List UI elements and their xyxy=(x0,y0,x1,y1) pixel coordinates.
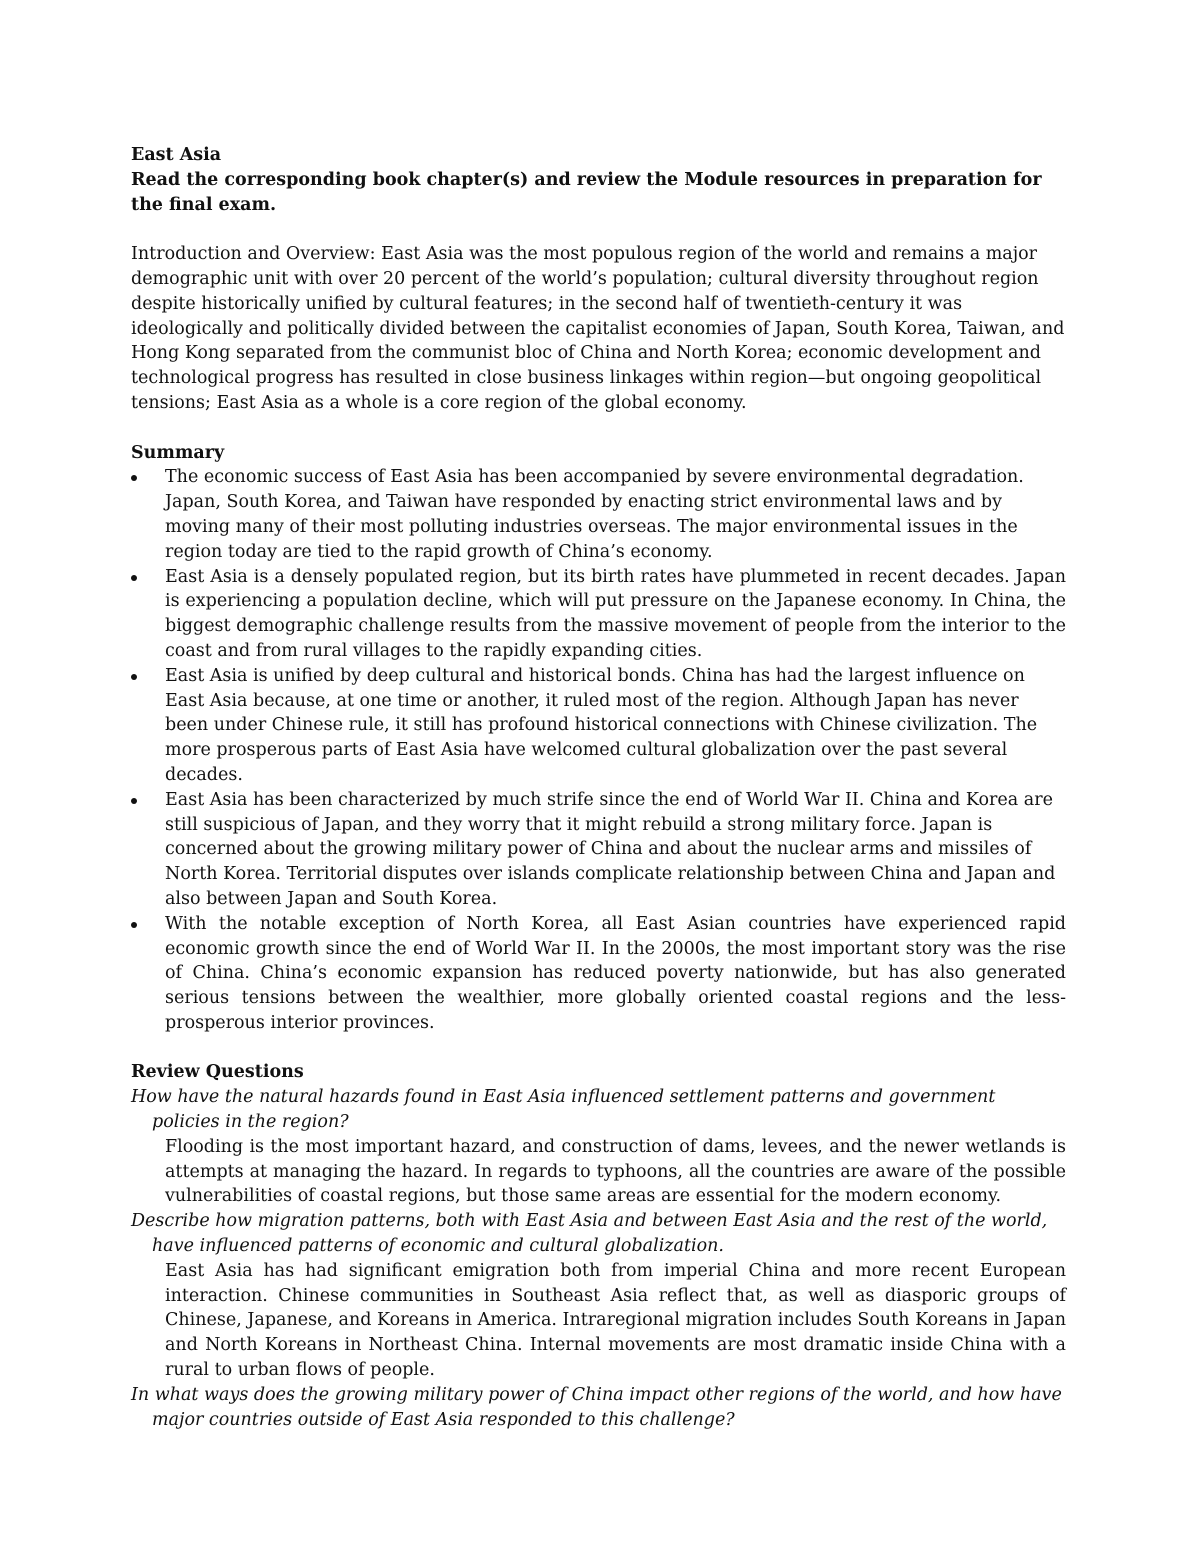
intro-paragraph: Introduction and Overview: East Asia was the most populous region of the world and remains a major demographic unit with over 20 percent of the world’s population; cultural diversity throughout region despite historically unified by cultural features; in the second half of twentieth-century it was ideologically and politically divided between the capitalist economies of Japan, South Korea, Taiwan, and Hong Kong separated from the communist bloc of China and North Korea; economic development and technological progress has resulted in close business linkages within region—but ongoing geopolitical tensions; East Asia as a whole is a core region of the global economy. xyxy=(131,244,1065,413)
review-question: In what ways does the growing military power of China impact other regions of the world, and how have major countries outside of East Asia responded to this challenge? xyxy=(131,1384,1062,1430)
review-question: How have the natural hazards found in East Asia influenced settlement patterns and government policies in the region? xyxy=(131,1087,996,1133)
summary-item-text: East Asia has been characterized by much strife since the end of World War II. China and Korea are still suspicious of Japan, and they worry that it might rebuild a strong military force. Japan is concerned about the growing military power of China and about the nuclear arms and missiles of North Korea. Territorial disputes over islands complicate relationship between China and Japan and also between Japan and South Korea. xyxy=(165,789,1056,909)
document-title: East Asia xyxy=(131,145,222,165)
summary-item xyxy=(131,788,1066,912)
bullet-icon xyxy=(131,922,137,928)
summary-item xyxy=(131,465,1066,564)
summary-item-text: With the notable exception of North Korea, all East Asian countries have experienced rapid economic growth since the end of World War II. In the 2000s, the most important story was the rise of China. China’s economic expansion has reduced poverty nationwide, but has also generated serious tensions between the wealthier, more globally oriented coastal regions and the less-prosperous interior provinces. xyxy=(165,913,1066,1033)
bullet-icon xyxy=(131,798,137,804)
document-page xyxy=(131,143,1066,1432)
summary-item-text: East Asia is unified by deep cultural and historical bonds. China has had the largest influence on East Asia because, at one time or another, it ruled most of the region. Although Japan has never been under Chinese rule, it still has profound historical connections with Chinese civilization. The more prosperous parts of East Asia have welcomed cultural globalization over the past several decades. xyxy=(165,665,1038,785)
document-instruction: Read the corresponding book chapter(s) and review the Module resources in preparation for the final exam. xyxy=(131,169,1042,215)
review-answer: East Asia has had significant emigration both from imperial China and more recent European interaction. Chinese communities in Southeast Asia reflect that, as well as diasporic groups of Chinese, Japanese, and Koreans in America. Intraregional migration includes South Koreans in Japan and North Koreans in Northeast China. Internal movements are most dramatic inside China with a rural to urban flows of people. xyxy=(165,1260,1066,1381)
summary-item xyxy=(131,912,1066,1036)
review-questions-list xyxy=(131,1085,1066,1432)
summary-item xyxy=(131,565,1066,664)
summary-item xyxy=(131,664,1066,788)
bullet-icon xyxy=(131,475,137,481)
review-questions-heading: Review Questions xyxy=(131,1062,304,1083)
summary-list xyxy=(131,465,1066,1035)
bullet-icon xyxy=(131,674,137,680)
review-answer: Flooding is the most important hazard, and construction of dams, levees, and the newer wetlands is attempts at managing the hazard. In regards to typhoons, all the countries are aware of the possible vulnerabilities of coastal regions, but those same areas are essential for the modern economy. xyxy=(165,1136,1066,1207)
review-question: Describe how migration patterns, both with East Asia and between East Asia and the rest of the world, have influenced patterns of economic and cultural globalization. xyxy=(131,1211,1048,1257)
summary-item-text: The economic success of East Asia has been accompanied by severe environmental degradation. Japan, South Korea, and Taiwan have responded by enacting strict environmental laws and by moving many of their most polluting industries overseas. The major environmental issues in the region today are tied to the rapid growth of China’s economy. xyxy=(165,467,1024,562)
summary-item-text: East Asia is a densely populated region, but its birth rates have plummeted in recent decades. Japan is experiencing a population decline, which will put pressure on the Japanese economy. In China, the biggest demographic challenge results from the massive movement of people from the interior to the coast and from rural villages to the rapidly expanding cities. xyxy=(165,566,1066,661)
bullet-icon xyxy=(131,575,137,581)
summary-heading: Summary xyxy=(131,442,225,463)
